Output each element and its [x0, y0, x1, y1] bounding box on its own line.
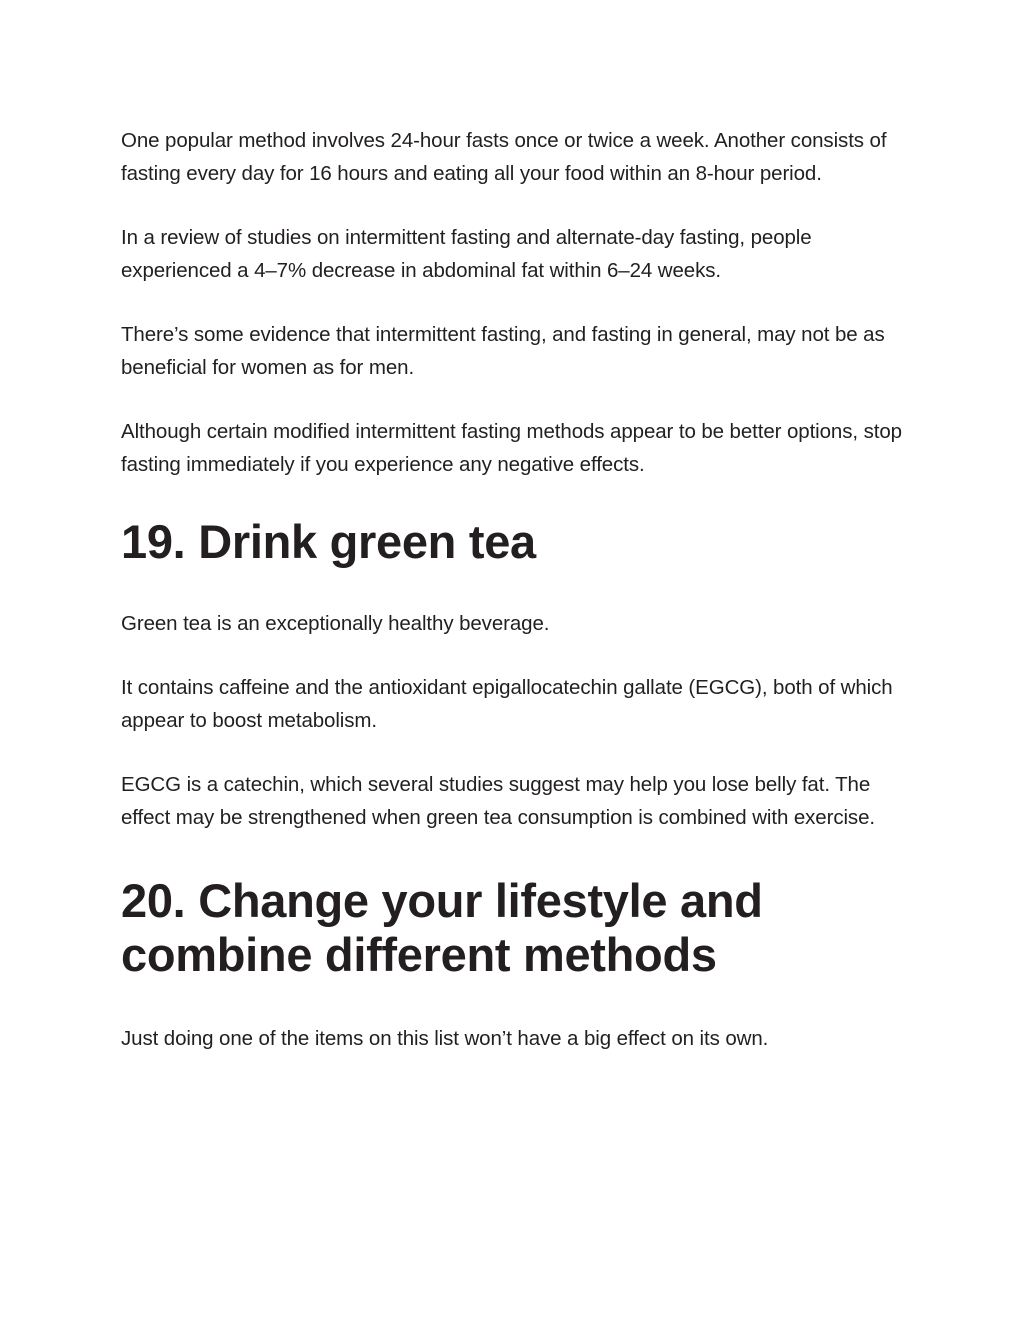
intro-paragraph-4: Although certain modified intermittent fasting methods appear to be better options, stop fasting immediately if you experience any negative effects.	[121, 420, 902, 476]
section-20-heading	[121, 874, 911, 982]
section-19-heading: 19. Drink green tea	[121, 515, 536, 568]
section-19-paragraph-1: Green tea is an exceptionally healthy beverage.	[121, 612, 550, 635]
section-20-heading-line-1: 20. Change your lifestyle and	[121, 874, 763, 927]
section-19-paragraph-3: EGCG is a catechin, which several studies suggest may help you lose belly fat. The effect may be strengthened when green tea consumption is combined with exercise.	[121, 773, 875, 829]
intro-paragraph-3: There’s some evidence that intermittent fasting, and fasting in general, may not be as beneficial for women as for men.	[121, 323, 885, 379]
document-page	[121, 124, 911, 1086]
intro-paragraph-1: One popular method involves 24-hour fasts once or twice a week. Another consists of fasting every day for 16 hours and eating all your food within an 8-hour period.	[121, 129, 887, 185]
section-20-heading-line-2: combine different methods	[121, 928, 717, 981]
section-19-paragraph-2: It contains caffeine and the antioxidant epigallocatechin gallate (EGCG), both of which appear to boost metabolism.	[121, 676, 893, 732]
intro-paragraph-2: In a review of studies on intermittent fasting and alternate-day fasting, people experienced a 4–7% decrease in abdominal fat within 6–24 weeks.	[121, 226, 812, 282]
section-20-paragraph-1: Just doing one of the items on this list won’t have a big effect on its own.	[121, 1027, 769, 1050]
